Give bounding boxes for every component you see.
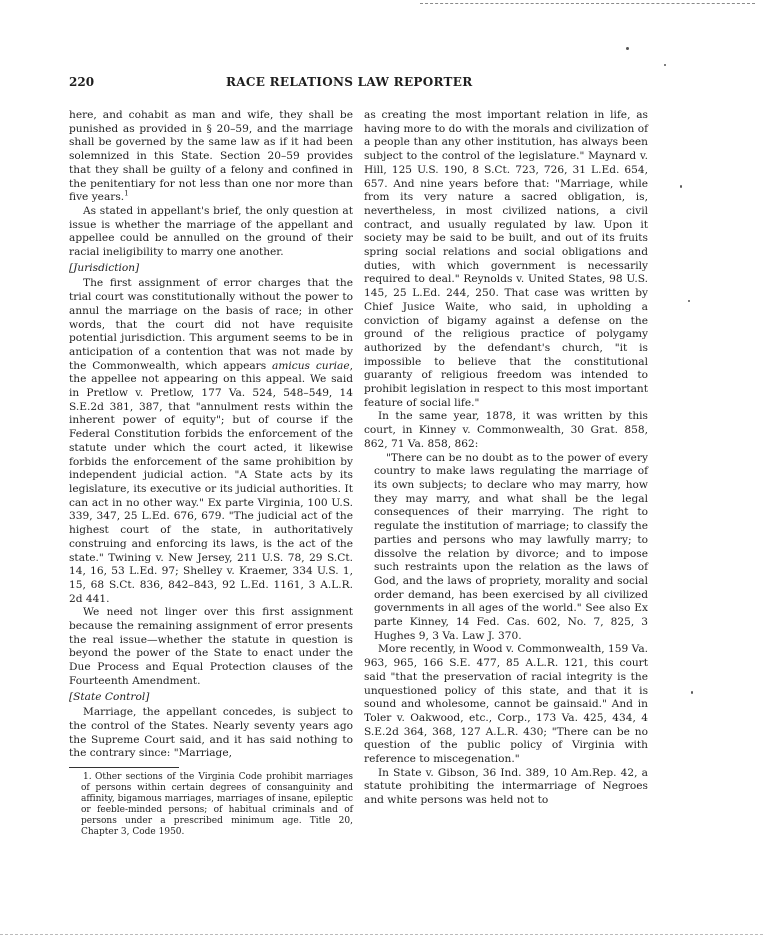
left-paragraph-3b: , the appellee not appearing on this appeal. We said in Pretlow v. Pretlow, 177 Va. 524, 548–549, 14 S.E.2d 381, 387, that "annulment rests within the inherent power of equity"; but of course if the Federal Constitution forbids the enforcement of the statute under which the court acted, it likewise forbids the enforcement of the same prohibition by independent judicial action. "A State acts by its legislature, its executive or its judicial authorities. It can act in no other way." Ex parte Virginia, 100 U.S. 339, 347, 25 L.Ed. 676, 679. "The judicial act of the highest court of the state, in authoritatively construing and enforcing its laws, is the act of the state." Twining v. New Jersey, 211 U.S. 78, 29 S.Ct. 14, 16, 53 L.Ed. 97; Shelley v. Kraemer, 334 U.S. 1, 15, 68 S.Ct. 836, 842–843, 92 L.Ed. 1161, 3 A.L.R. 2d 441. (69, 359, 353, 605)
page-number: 220 (69, 75, 95, 89)
section-heading-state-control: [State Control] (69, 690, 150, 703)
running-head: RACE RELATIONS LAW REPORTER (226, 75, 473, 89)
left-paragraph-4: We need not linger over this first assignment because the remaining assignment of error presents the real issue—whether the statute in question is beyond the power of the State to enact under the Due Process and Equal Protection clauses of the Fourteenth Amendment. (69, 606, 353, 687)
footnote-text: Other sections of the Virginia Code prohibit marriages of persons within certain degrees of consanguinity and affinity, bigamous marriages, marriages of insane, epileptic or feeble-minded persons; of habitual criminals and of persons under a prescribed minimum age. Title 20, Chapter 3, Code 1950. (81, 772, 353, 838)
footnote-1 (69, 772, 353, 838)
section-heading-jurisdiction: [Jurisdiction] (69, 261, 140, 274)
scan-speck (626, 47, 629, 50)
left-paragraph-3-italic: amicus curiae (272, 359, 350, 372)
scan-bottom-edge (0, 934, 763, 935)
kinney-quote: "There can be no doubt as to the power of every country to make laws regulating the marriage of its own subjects; to declare who may marry, how they may marry, and what shall be the legal consequences of their marrying. The right to regulate the institution of marriage; to classify the parties and persons who may lawfully marry; to dissolve the relation by divorce; and to impose such restraints upon the relation as the laws of God, and the laws of propriety, morality and social order demand, has been exercised by all civilized governments in all ages of the world." See also Ex parte Kinney, 14 Fed. Cas. 602, No. 7, 825, 3 Hughes 9, 3 Va. Law J. 370. (374, 451, 648, 642)
right-paragraph-1: as creating the most important relation in life, as having more to do with the morals and civilization of a people than any other institution, has always been subject to the control of the legislature." Maynard v. Hill, 125 U.S. 190, 8 S.Ct. 723, 726, 31 L.Ed. 654, 657. And nine years before that: "Marriage, while from its very nature a sacred obligation, is, nevertheless, in most civilized nations, a civil contract, and usually regulated by law. Upon it society may be said to be built, and out of its fruits spring social relations and social obligations and duties, with which government is necessarily required to deal." Reynolds v. United States, 98 U.S. 145, 25 L.Ed. 244, 250. That case was written by Chief Jusice Waite, who said, in upholding a conviction of bigamy against a defense on the ground of the religious practice of polygamy authorized by the defendant's church, "it is impossible to believe that the constitutional guaranty of religious freedom was intended to prohibit legislation in respect to this most important feature of social life." (364, 109, 648, 409)
scan-speck (688, 300, 690, 302)
left-paragraph-1 (69, 109, 353, 205)
footnote-ref: 1 (124, 189, 129, 198)
right-paragraph-4: In State v. Gibson, 36 Ind. 389, 10 Am.Rep. 42, a statute prohibiting the intermarriage of Negroes and white persons was held not to (364, 766, 648, 807)
footnote-number: 1. (83, 772, 92, 783)
footnote-divider (69, 767, 179, 768)
left-paragraph-3 (69, 277, 353, 606)
scan-speck (664, 64, 666, 66)
scan-speck (691, 691, 693, 694)
left-paragraph-5: Marriage, the appellant concedes, is subject to the control of the States. Nearly seventy years ago the Supreme Court said, and it has said nothing to the contrary since: "Marriage, (69, 706, 353, 760)
left-column (69, 109, 353, 838)
left-paragraph-1-text: here, and cohabit as man and wife, they shall be punished as provided in § 20–59, and the marriage shall be governed by the same law as if it had been solemnized in this State. Section 20–59 provides that they shall be guilty of a felony and confined in the penitentiary for not less than one nor more than five years. (69, 109, 353, 204)
left-paragraph-2: As stated in appellant's brief, the only question at issue is whether the marriage of the appellant and appellee could be annulled on the ground of their racial ineligibility to marry one another. (69, 204, 353, 259)
right-column (364, 109, 648, 808)
left-paragraph-3a: The first assignment of error charges that the trial court was constitutionally without the power to annul the marriage on the basis of race; in other words, that the court did not have requisite potential jurisdiction. This argument seems to be in anticipation of a contention that was not made by the Commonwealth, which appears (69, 277, 353, 372)
right-paragraph-3: More recently, in Wood v. Commonwealth, 159 Va. 963, 965, 166 S.E. 477, 85 A.L.R. 121, this court said "that the preservation of racial integrity is the unquestioned policy of this state, and that it is sound and wholesome, cannot be gainsaid." And in Toler v. Oakwood, etc., Corp., 173 Va. 425, 434, 4 S.E.2d 364, 368, 127 A.L.R. 430; "There can be no question of the public policy of Virginia with reference to miscegenation." (364, 643, 648, 766)
right-paragraph-2: In the same year, 1878, it was written by this court, in Kinney v. Commonwealth, 30 Grat. 858, 862, 71 Va. 858, 862: (364, 410, 648, 450)
scan-top-edge (420, 3, 755, 4)
scan-speck (680, 185, 682, 188)
